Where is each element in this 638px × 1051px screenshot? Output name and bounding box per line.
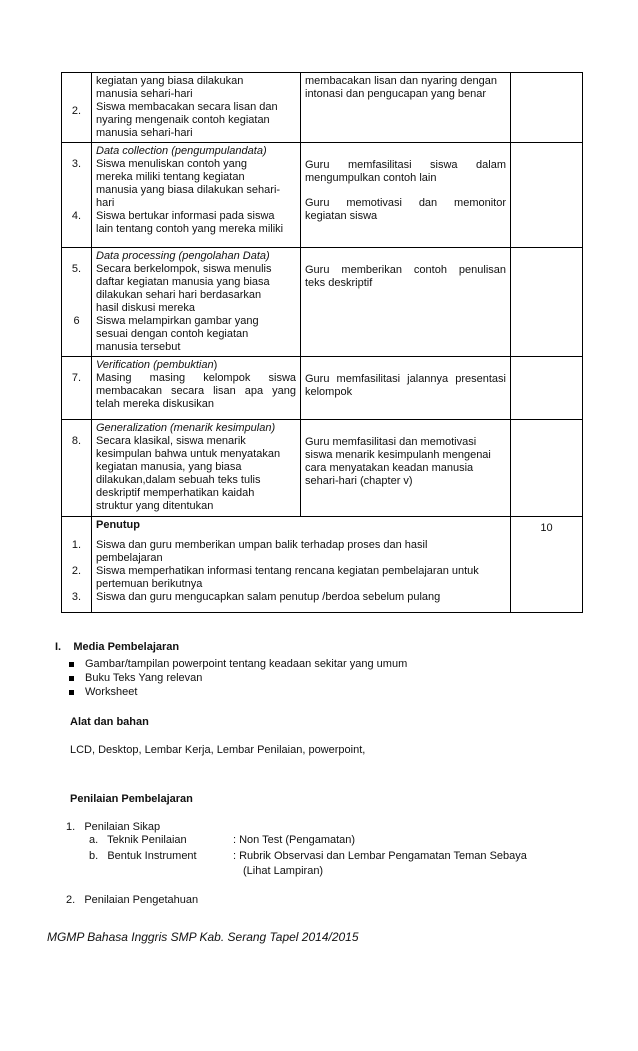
penilaian-b-value: : Rubrik Observasi dan Lembar Pengamatan Teman Sebaya [233, 850, 527, 862]
teacher-activity-cell [301, 143, 511, 248]
activity-line: Secara klasikal, siswa menarik [96, 435, 246, 447]
activity-line: membacakan secara lisan apa yang [96, 385, 296, 397]
activity-line: Siswa menuliskan contoh yang [96, 158, 248, 170]
teacher-line: kegiatan siswa [305, 210, 378, 222]
teacher-line: intonasi dan pengucapan yang benar [305, 88, 487, 100]
table-row [62, 357, 583, 420]
teacher-line: teks deskriptif [305, 277, 373, 289]
row-number-cell [62, 73, 92, 143]
row-number: 3. [71, 158, 82, 170]
teacher-line: mengumpulkan contoh lain [305, 172, 437, 184]
penilaian-a-label: a. Teknik Penilaian [89, 834, 187, 846]
time-cell [511, 420, 583, 517]
list-item-text: Worksheet [85, 686, 138, 698]
activity-line: manusia tersebut [96, 341, 181, 353]
page-footer: MGMP Bahasa Inggris SMP Kab. Serang Tapel 2014/2015 [47, 930, 359, 944]
closing-line: Siswa dan guru memberikan umpan balik terhadap proses dan hasil [96, 539, 428, 551]
activity-line: Siswa bertukar informasi pada siswa [96, 210, 275, 222]
row-number: 1. [71, 539, 82, 551]
activity-line: manusia yang biasa dilakukan sehari- [96, 184, 281, 196]
teacher-activity-cell [301, 357, 511, 420]
time-cell [511, 248, 583, 357]
bullet-square-icon [69, 662, 74, 667]
activity-line: daftar kegiatan manusia yang biasa [96, 276, 270, 288]
alat-heading: Alat dan bahan [70, 716, 149, 728]
table-row [62, 73, 583, 143]
teacher-line: sehari-hari (chapter v) [305, 475, 413, 487]
activity-line: kegiatan yang biasa dilakukan [96, 75, 244, 87]
table-row [62, 517, 583, 613]
activity-line: manusia sehari-hari [96, 88, 193, 100]
time-value: 10 [540, 522, 553, 534]
row-number: 4. [71, 210, 82, 222]
activity-line: Siswa membacakan secara lisan dan [96, 101, 278, 113]
activity-line: dilakukan sehari hari berdasarkan [96, 289, 262, 301]
row-number: 2. [71, 105, 82, 117]
list-item [67, 686, 547, 700]
student-activity-cell [92, 357, 301, 420]
time-cell [511, 357, 583, 420]
closing-line: Siswa dan guru mengucapkan salam penutup /berdoa sebelum pulang [96, 591, 441, 603]
lesson-activity-table [61, 72, 583, 613]
activity-line: deskriptif memperhatikan kaidah [96, 487, 255, 499]
teacher-line: Guru memberikan contoh penulisan [305, 264, 506, 276]
teacher-line: membacakan lisan dan nyaring dengan [305, 75, 498, 87]
bullet-square-icon [69, 676, 74, 681]
list-item [67, 672, 547, 686]
activity-line: nyaring mengenaik contoh kegiatan [96, 114, 270, 126]
alat-text: LCD, Desktop, Lembar Kerja, Lembar Penilaian, powerpoint, [70, 744, 366, 756]
activity-title: Verification (pembuktian [96, 359, 214, 371]
list-item [67, 658, 547, 672]
teacher-line: cara menyatakan keadan manusia [305, 462, 474, 474]
activity-title: Generalization (menarik kesimpulan) [96, 422, 276, 434]
table-row [62, 143, 583, 248]
teacher-line: kelompok [305, 386, 353, 398]
activity-line: hari [96, 197, 115, 209]
teacher-activity-cell [301, 248, 511, 357]
time-cell [511, 517, 583, 613]
teacher-activity-cell [301, 420, 511, 517]
activity-line: Siswa melampirkan gambar yang [96, 315, 259, 327]
row-number: 7. [71, 372, 82, 384]
student-activity-cell [92, 143, 301, 248]
time-cell [511, 73, 583, 143]
media-list [67, 658, 547, 700]
row-number: 2. [71, 565, 82, 577]
table-row [62, 420, 583, 517]
activity-line: struktur yang ditentukan [96, 500, 214, 512]
activity-line: telah mereka diskusikan [96, 398, 215, 410]
activity-line: dilakukan,dalam sebuah teks tulis [96, 474, 261, 486]
row-number-cell [62, 420, 92, 517]
row-number-cell [62, 517, 92, 613]
penilaian-b-label: b. Bentuk Instrument [89, 850, 197, 862]
row-number: 5. [71, 263, 82, 275]
row-number: 6 [73, 315, 80, 327]
penilaian-a-value: : Non Test (Pengamatan) [233, 834, 356, 846]
activity-line: Secara berkelompok, siswa menulis [96, 263, 272, 275]
teacher-line: Guru memfasilitasi jalannya presentasi [305, 373, 506, 385]
student-activity-cell [92, 73, 301, 143]
penilaian-item-1: 1. Penilaian Sikap [66, 821, 161, 833]
activity-title: Data processing (pengolahan Data) [96, 250, 270, 262]
penilaian-b-value-2: (Lihat Lampiran) [243, 865, 324, 877]
teacher-line: siswa menarik kesimpulanh mengenai [305, 449, 491, 461]
activity-line: mereka miliki tentang kegiatan [96, 171, 245, 183]
penilaian-heading: Penilaian Pembelajaran [70, 793, 193, 805]
list-item-text: Buku Teks Yang relevan [85, 672, 203, 684]
media-heading: I. Media Pembelajaran [55, 641, 180, 653]
table-row [62, 248, 583, 357]
activity-line: manusia sehari-hari [96, 127, 193, 139]
student-activity-cell [92, 248, 301, 357]
penilaian-item-2: 2. Penilaian Pengetahuan [66, 894, 199, 906]
row-number-cell [62, 143, 92, 248]
closing-line: Siswa memperhatikan informasi tentang rencana kegiatan pembelajaran untuk [96, 565, 479, 577]
activity-line: kesimpulan bahwa untuk menyatakan [96, 448, 281, 460]
activity-line: lain tentang contoh yang mereka miliki [96, 223, 284, 235]
row-number: 8. [71, 435, 82, 447]
teacher-line: Guru memotivasi dan memonitor [305, 197, 506, 209]
list-item-text: Gambar/tampilan powerpoint tentang keadaan sekitar yang umum [85, 658, 408, 670]
closing-title: Penutup [96, 519, 140, 531]
student-activity-cell [92, 420, 301, 517]
activity-line: kegiatan manusia, yang biasa [96, 461, 242, 473]
closing-line: pertemuan berikutnya [96, 578, 203, 590]
teacher-activity-cell [301, 73, 511, 143]
teacher-line: Guru memfasilitasi dan memotivasi [305, 436, 477, 448]
activity-title: Data collection (pengumpulandata) [96, 145, 267, 157]
time-cell [511, 143, 583, 248]
teacher-line: Guru memfasilitasi siswa dalam [305, 159, 506, 171]
row-number-cell [62, 248, 92, 357]
activity-line: Masing masing kelompok siswa [96, 372, 296, 384]
activity-title-paren: ) [213, 359, 218, 371]
activity-line: sesuai dengan contoh kegiatan [96, 328, 249, 340]
row-number-cell [62, 357, 92, 420]
closing-activity-cell [92, 517, 511, 613]
row-number: 3. [71, 591, 82, 603]
activity-line: hasil diskusi mereka [96, 302, 196, 314]
closing-line: pembelajaran [96, 552, 163, 564]
bullet-square-icon [69, 690, 74, 695]
